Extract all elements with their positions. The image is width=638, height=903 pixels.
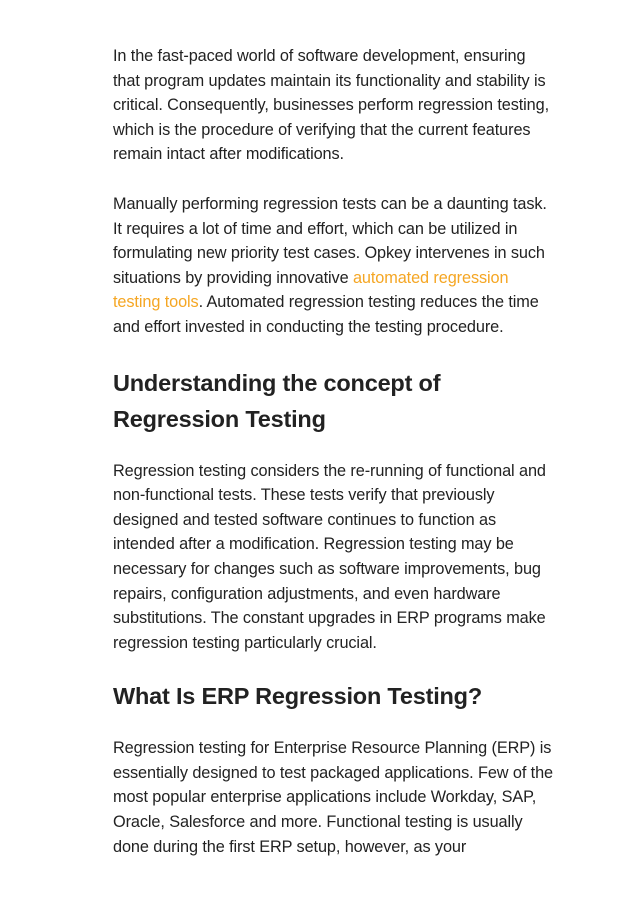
paragraph-text-after-link: . Automated regression testing reduces the time and effort invested in conducting the testing procedure. (113, 293, 539, 336)
erp-regression-testing-paragraph: Regression testing for Enterprise Resource Planning (ERP) is essentially designed to test packaged applications. Few of the most popular enterprise applications include Workday, SAP, Oracle, Salesforce and more. Functional testing is usually done during the first ERP setup, however, as your (113, 739, 554, 856)
intro-paragraph: In the fast-paced world of software development, ensuring that program updates maintain its functionality and stability is critical. Consequently, businesses perform regression testing, which is the procedure of verifying that the current features remain intact after modifications. (113, 47, 550, 164)
automated-regression-testing-tools-link[interactable]: automated regression testing tools (113, 268, 509, 312)
section-heading-erp-regression-testing: What Is ERP Regression Testing? (113, 683, 482, 710)
regression-testing-paragraph: Regression testing considers the re-running of functional and non-functional tests. These tests verify that previously designed and tested software continues to function as intended after a modification. Regression testing may be necessary for changes such as software improvements, bug repairs, configuration adjustments, and even hardware substitutions. The constant upgrades in ERP programs make regression testing particularly crucial. (113, 461, 546, 652)
section-heading-regression-testing: Understanding the concept of Regression Testing (113, 369, 441, 432)
manual-testing-paragraph (113, 192, 553, 340)
paragraph-text-before-link: Manually performing regression tests can be a daunting task. It requires a lot of time and effort, which can be utilized in formulating new priority test cases. Opkey intervenes in such situations by providing innovative (113, 194, 547, 287)
article-body (113, 44, 553, 859)
